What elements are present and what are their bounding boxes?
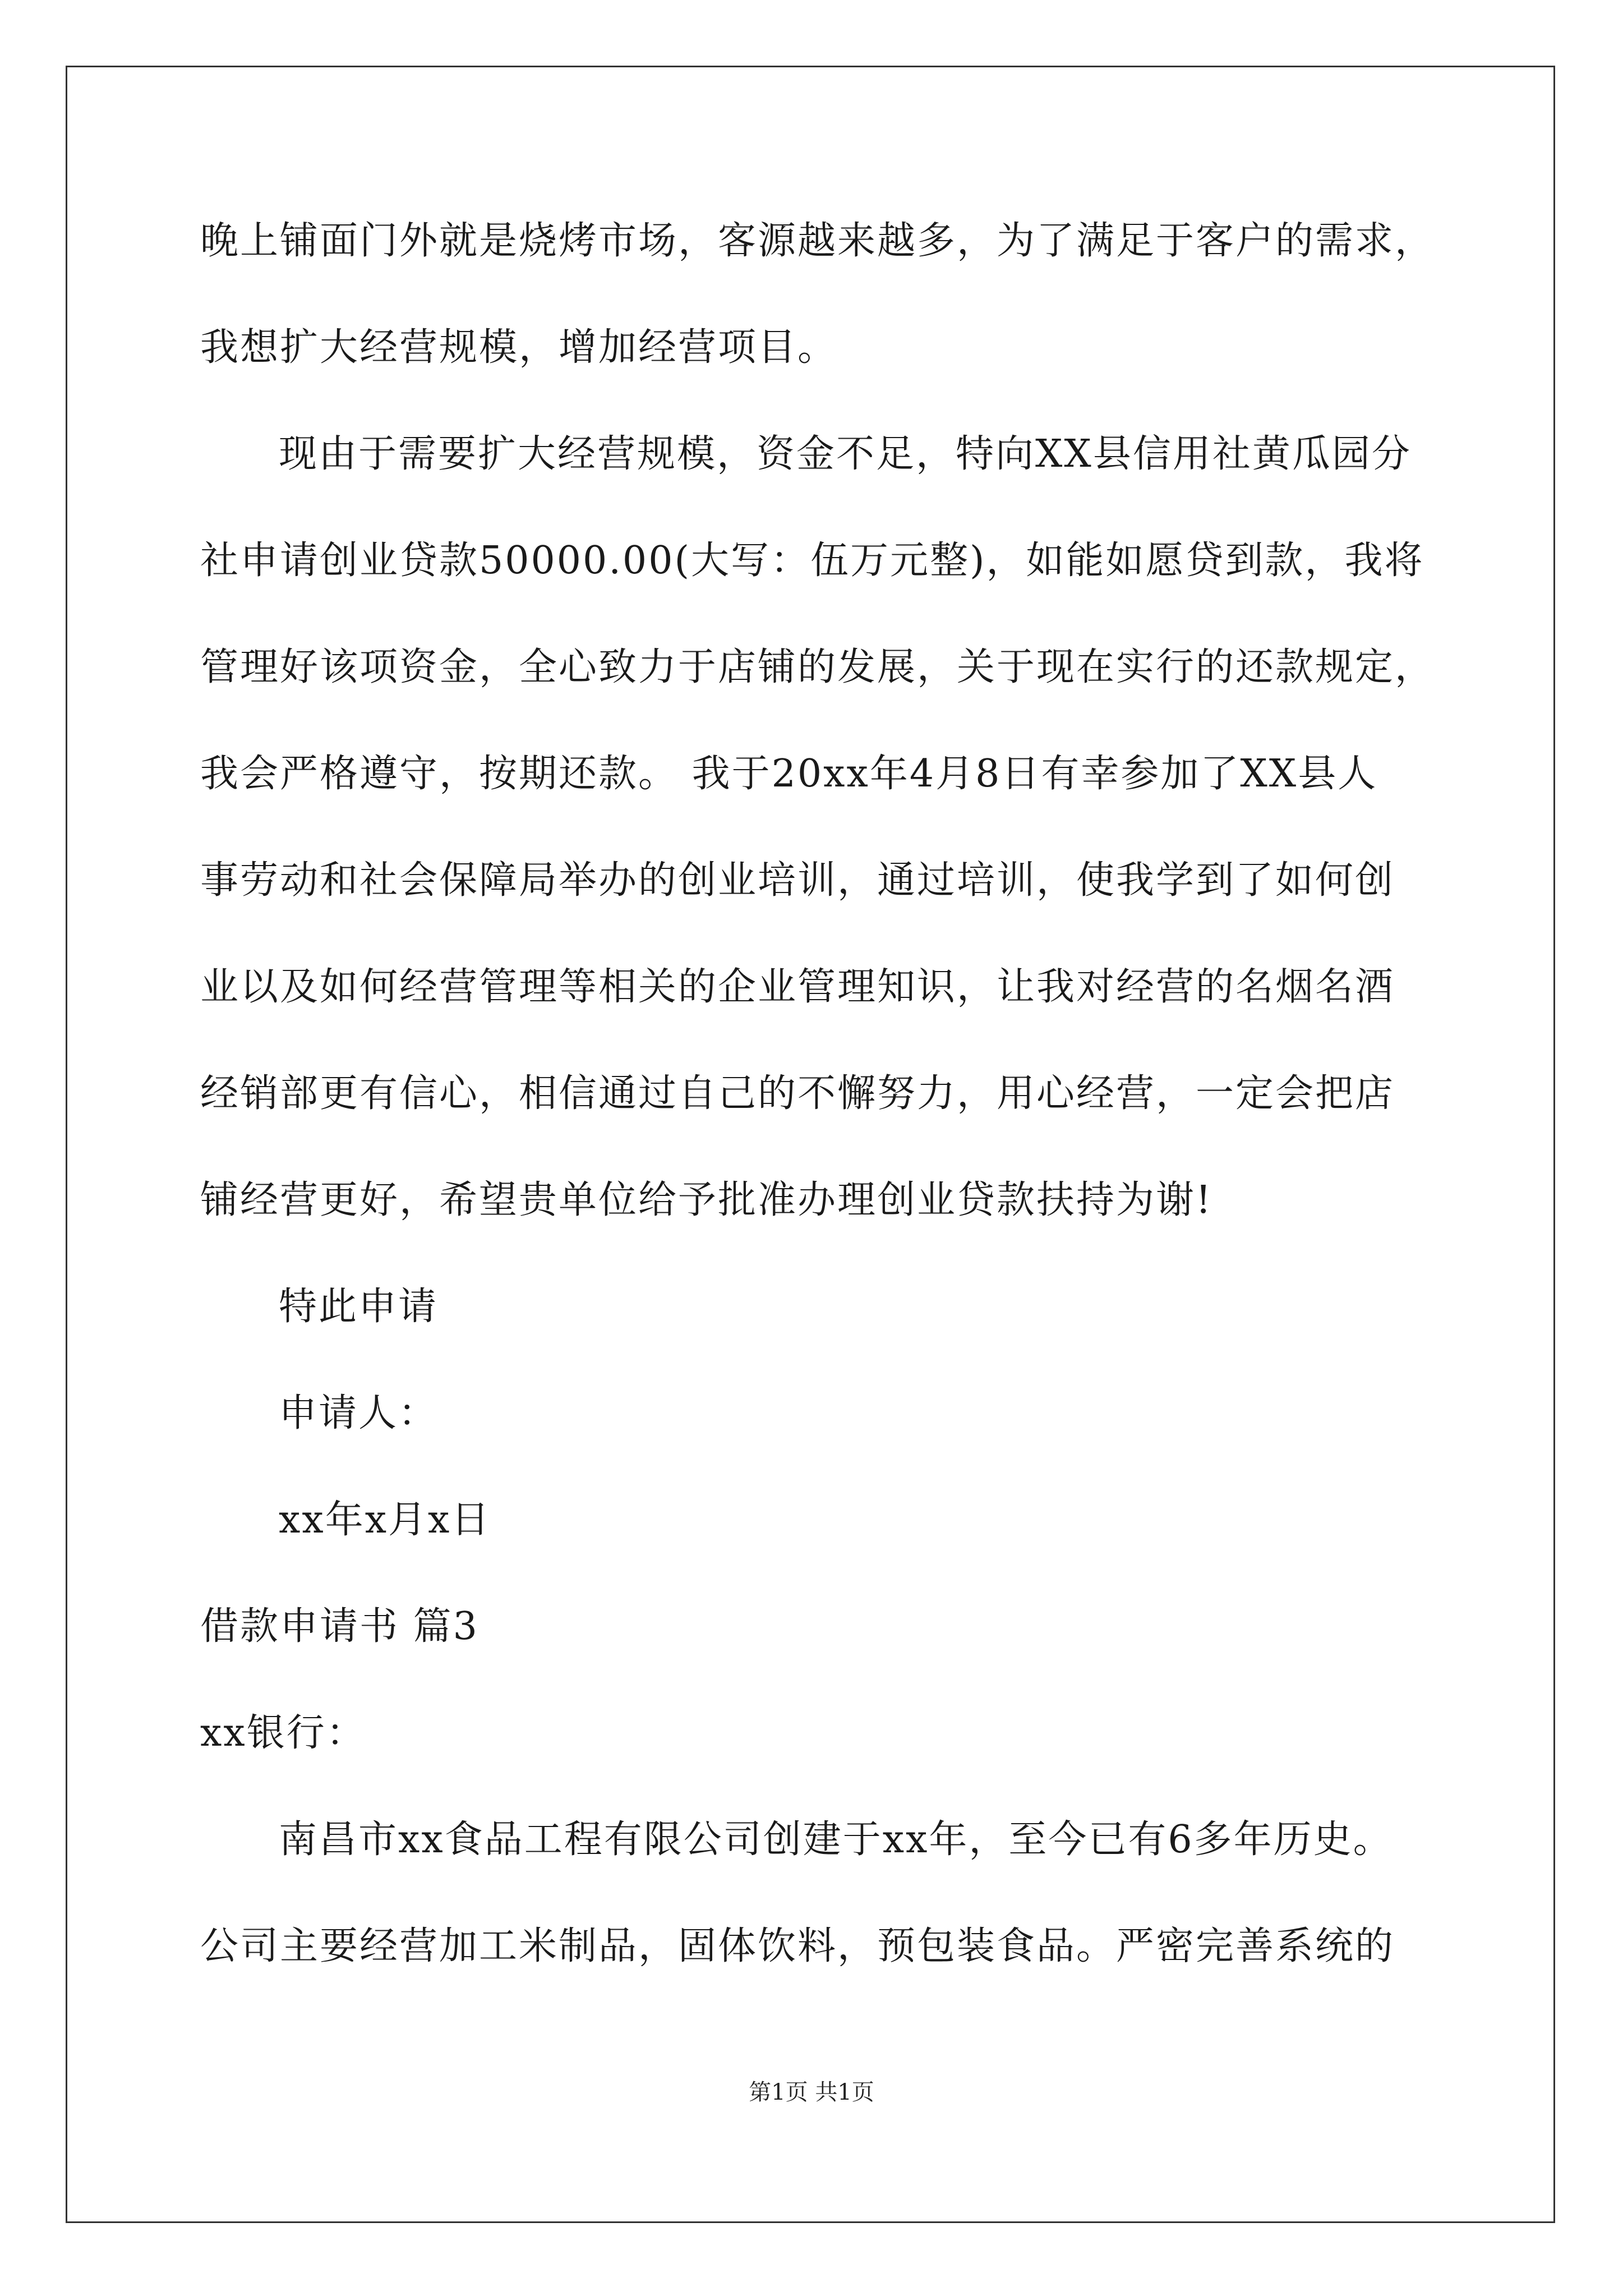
page-number-footer: 第1页 共1页	[749, 2079, 874, 2105]
text-line: 管理好该项资金，全心致力于店铺的发展，关于现在实行的还款规定，	[200, 645, 1435, 689]
text-line: 铺经营更好，希望贵单位给予批准办理创业贷款扶持为谢!	[200, 1178, 1213, 1222]
text-line: 我会严格遵守，按期还款。 我于20xx年4月8日有幸参加了XX县人	[200, 752, 1378, 796]
page-border	[66, 66, 1555, 2223]
text-line: 经销部更有信心，相信通过自己的不懈努力，用心经营，一定会把店	[200, 1071, 1395, 1116]
closing-phrase: 特此申请	[279, 1285, 439, 1329]
text-line: 业以及如何经营管理等相关的企业管理知识，让我对经营的名烟名酒	[200, 965, 1395, 1009]
text-line: 南昌市xx食品工程有限公司创建于xx年，至今已有6多年历史。	[279, 1818, 1393, 1862]
text-line: 现由于需要扩大经营规模，资金不足，特向XX县信用社黄瓜园分	[279, 432, 1412, 476]
section-heading: 借款申请书 篇3	[200, 1604, 479, 1649]
applicant-label: 申请人：	[279, 1391, 439, 1435]
text-line: 我想扩大经营规模，增加经营项目。	[200, 325, 838, 370]
date-line: xx年x月x日	[279, 1498, 491, 1542]
text-line: 社申请创业贷款50000.00(大写：伍万元整)，如能如愿贷到款，我将	[200, 539, 1424, 583]
recipient-line: xx银行：	[200, 1711, 366, 1755]
text-line: 公司主要经营加工米制品，固体饮料，预包装食品。严密完善系统的	[200, 1924, 1395, 1968]
text-line: 事劳动和社会保障局举办的创业培训，通过培训，使我学到了如何创	[200, 858, 1395, 903]
text-line: 晚上铺面门外就是烧烤市场，客源越来越多，为了满足于客户的需求，	[200, 219, 1435, 263]
